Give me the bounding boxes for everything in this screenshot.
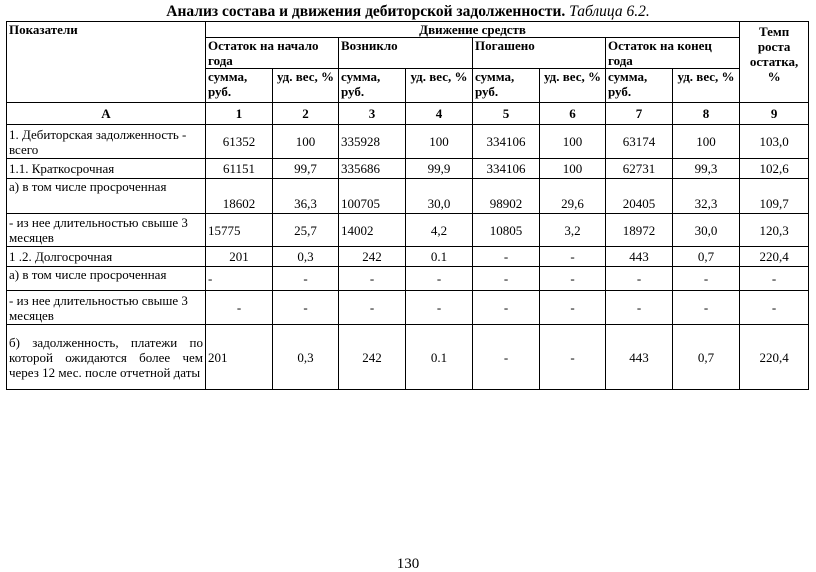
header-group-repaid: Погашено bbox=[473, 38, 606, 69]
cell: 25,7 bbox=[273, 214, 339, 247]
cell: - bbox=[540, 291, 606, 325]
cell: - bbox=[473, 291, 540, 325]
cell: 102,6 bbox=[740, 159, 809, 179]
cell: 443 bbox=[606, 325, 673, 390]
cell: - bbox=[473, 267, 540, 291]
table-row bbox=[7, 214, 809, 247]
header-group-arisen: Возникло bbox=[339, 38, 473, 69]
cell: 32,3 bbox=[673, 179, 740, 214]
cell: - bbox=[673, 291, 740, 325]
cell: 0,3 bbox=[273, 247, 339, 267]
row-label: а) в том числе просроченная bbox=[7, 267, 206, 291]
row-label: 1.1. Краткосрочная bbox=[7, 159, 206, 179]
cell: 334106 bbox=[473, 125, 540, 159]
header-share: уд. вес, % bbox=[406, 69, 473, 103]
cell: 100705 bbox=[339, 179, 406, 214]
cell: 61352 bbox=[206, 125, 273, 159]
cell: 334106 bbox=[473, 159, 540, 179]
cell: 99,7 bbox=[273, 159, 339, 179]
cell: 10805 bbox=[473, 214, 540, 247]
cell: 99,3 bbox=[673, 159, 740, 179]
table-row bbox=[7, 325, 809, 390]
column-number: 4 bbox=[406, 103, 473, 125]
title-italic: Таблица 6.2. bbox=[569, 3, 650, 20]
column-number: 9 bbox=[740, 103, 809, 125]
column-number: 2 bbox=[273, 103, 339, 125]
cell: - bbox=[606, 267, 673, 291]
header-sum: сумма, руб. bbox=[473, 69, 540, 103]
cell: 242 bbox=[339, 247, 406, 267]
cell: 20405 bbox=[606, 179, 673, 214]
cell: 0.1 bbox=[406, 247, 473, 267]
column-number: 8 bbox=[673, 103, 740, 125]
header-share: уд. вес, % bbox=[273, 69, 339, 103]
cell: - bbox=[206, 291, 273, 325]
header-sum: сумма, руб. bbox=[606, 69, 673, 103]
header-share: уд. вес, % bbox=[673, 69, 740, 103]
table-row bbox=[7, 247, 809, 267]
cell: 335928 bbox=[339, 125, 406, 159]
header-movement: Движение средств bbox=[206, 22, 740, 38]
cell: 335686 bbox=[339, 159, 406, 179]
cell: 201 bbox=[206, 325, 273, 390]
cell: - bbox=[273, 291, 339, 325]
table-row bbox=[7, 179, 809, 214]
cell: 242 bbox=[339, 325, 406, 390]
cell: - bbox=[473, 247, 540, 267]
cell: 99,9 bbox=[406, 159, 473, 179]
header-growth: Темп роста остатка, % bbox=[740, 22, 809, 103]
column-number: 6 bbox=[540, 103, 606, 125]
cell: 18602 bbox=[206, 179, 273, 214]
cell: 30,0 bbox=[673, 214, 740, 247]
cell: - bbox=[606, 291, 673, 325]
cell: 103,0 bbox=[740, 125, 809, 159]
column-number: 7 bbox=[606, 103, 673, 125]
cell: 220,4 bbox=[740, 247, 809, 267]
cell: 36,3 bbox=[273, 179, 339, 214]
table-row bbox=[7, 159, 809, 179]
cell: 4,2 bbox=[406, 214, 473, 247]
cell: 109,7 bbox=[740, 179, 809, 214]
header-group-start: Остаток на начало года bbox=[206, 38, 339, 69]
cell: 100 bbox=[540, 159, 606, 179]
column-number: 1 bbox=[206, 103, 273, 125]
cell: 18972 bbox=[606, 214, 673, 247]
cell: 201 bbox=[206, 247, 273, 267]
column-number: А bbox=[7, 103, 206, 125]
cell: 3,2 bbox=[540, 214, 606, 247]
cell: 0,7 bbox=[673, 247, 740, 267]
cell: - bbox=[406, 267, 473, 291]
cell: 120,3 bbox=[740, 214, 809, 247]
row-label: а) в том числе просроченная bbox=[7, 179, 206, 214]
table-title bbox=[0, 3, 816, 21]
cell: - bbox=[406, 291, 473, 325]
cell: 61151 bbox=[206, 159, 273, 179]
column-numbers-row bbox=[7, 103, 809, 125]
cell: 29,6 bbox=[540, 179, 606, 214]
cell: 443 bbox=[606, 247, 673, 267]
header-sum: сумма, руб. bbox=[339, 69, 406, 103]
cell: 0,3 bbox=[273, 325, 339, 390]
row-label: - из нее длительностью свыше 3 месяцев bbox=[7, 291, 206, 325]
cell: 62731 bbox=[606, 159, 673, 179]
cell: 63174 bbox=[606, 125, 673, 159]
cell: - bbox=[740, 267, 809, 291]
cell: 30,0 bbox=[406, 179, 473, 214]
header-row-1 bbox=[7, 22, 809, 38]
cell: - bbox=[540, 247, 606, 267]
header-sum: сумма, руб. bbox=[206, 69, 273, 103]
cell: 14002 bbox=[339, 214, 406, 247]
cell: 100 bbox=[273, 125, 339, 159]
cell: 15775 bbox=[206, 214, 273, 247]
receivables-table bbox=[6, 21, 809, 390]
cell: 0.1 bbox=[406, 325, 473, 390]
cell: 100 bbox=[406, 125, 473, 159]
header-indicators: Показатели bbox=[7, 22, 206, 103]
title-bold: Анализ состава и движения дебиторской задолженности. bbox=[166, 3, 566, 20]
cell: - bbox=[273, 267, 339, 291]
table-row bbox=[7, 267, 809, 291]
cell: 98902 bbox=[473, 179, 540, 214]
cell: - bbox=[540, 325, 606, 390]
cell: 0,7 bbox=[673, 325, 740, 390]
cell: - bbox=[339, 267, 406, 291]
cell: - bbox=[740, 291, 809, 325]
table-row bbox=[7, 125, 809, 159]
row-label: 1 .2. Долгосрочная bbox=[7, 247, 206, 267]
cell: - bbox=[673, 267, 740, 291]
page-number: 130 bbox=[396, 556, 420, 572]
row-label: б) задолженность, платежи по которой ожидаются более чем через 12 мес. после отчетной даты bbox=[7, 325, 206, 390]
cell: - bbox=[540, 267, 606, 291]
row-label: 1. Дебиторская задолженность - всего bbox=[7, 125, 206, 159]
cell: - bbox=[473, 325, 540, 390]
cell: 220,4 bbox=[740, 325, 809, 390]
table-row bbox=[7, 291, 809, 325]
column-number: 3 bbox=[339, 103, 406, 125]
header-share: уд. вес, % bbox=[540, 69, 606, 103]
column-number: 5 bbox=[473, 103, 540, 125]
cell: - bbox=[206, 267, 273, 291]
cell: 100 bbox=[673, 125, 740, 159]
header-group-end: Остаток на конец года bbox=[606, 38, 740, 69]
cell: 100 bbox=[540, 125, 606, 159]
row-label: - из нее длительностью свыше 3 месяцев bbox=[7, 214, 206, 247]
cell: - bbox=[339, 291, 406, 325]
